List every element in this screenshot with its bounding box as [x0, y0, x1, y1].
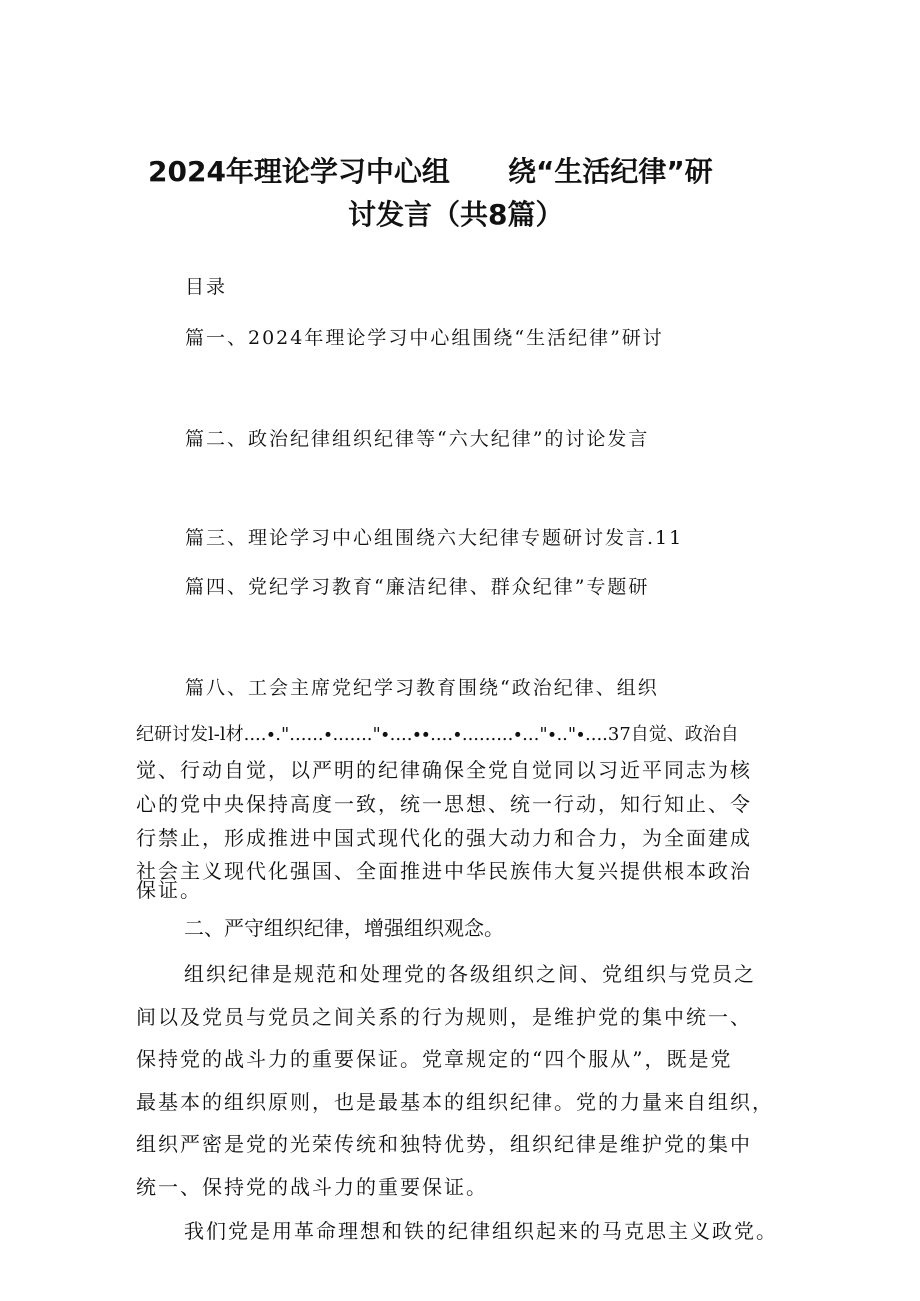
paragraph-1-line-4: 行禁止，形成推进中国式现代化的强大动力和合力，为全面建成: [136, 826, 752, 850]
toc-item-2: 篇二、政治纪律组织纪律等“六大纪律”的讨论发言: [185, 428, 650, 450]
title-part-1: 2024年理论学习中心组: [148, 155, 450, 188]
title-line-2: 讨发言（共8篇）: [348, 198, 564, 231]
toc-item-1: 篇一、2024年理论学习中心组围绕“生活纪律”研讨: [185, 327, 664, 349]
paragraph-1-line-5: 社会主义现代化强国、全面推进中华民族伟大复兴提供根本政治: [136, 859, 752, 883]
title-part-2: 绕“生活纪律”研: [508, 155, 713, 188]
paragraph-2-line-6: 统一、保持党的战斗力的重要保证。: [136, 1175, 488, 1199]
paragraph-1-line-2: 觉、行动自觉，以严明的纪律确保全党自觉同以习近平同志为核: [136, 758, 752, 782]
paragraph-3-line-1: 我们党是用革命理想和铁的纪律组织起来的马克思主义政党。: [184, 1219, 778, 1243]
paragraph-2-line-3: 保持党的战斗力的重要保证。党章规定的“四个服从”，既是党: [136, 1047, 733, 1071]
paragraph-2-line-2: 间以及党员与党员之间关系的行为规则，是维护党的集中统一、: [136, 1005, 752, 1029]
toc-label: 目录: [185, 276, 228, 298]
toc-item-4: 篇四、党纪学习教育“廉洁纪律、群众纪律”专题研: [185, 576, 650, 598]
paragraph-1-line-1: 纪研讨发l-l材....∙."......∙......."∙....∙∙....∙.........∙..."∙.."∙....37自觉、政治自: [136, 724, 739, 745]
paragraph-2-line-4: 最基本的组织原则，也是最基本的组织纪律。党的力量来自组织，: [136, 1090, 774, 1114]
paragraph-2-line-5: 组织严密是党的光荣传统和独特优势，组织纪律是维护党的集中: [136, 1132, 752, 1156]
paragraph-1-line-6: 保证。: [136, 878, 202, 902]
paragraph-2-line-1: 组织纪律是规范和处理党的各级组织之间、党组织与党员之: [184, 962, 756, 986]
toc-item-8: 篇八、工会主席党纪学习教育围绕“政治纪律、组织: [185, 677, 659, 699]
paragraph-1-line-3: 心的党中央保持高度一致，统一思想、统一行动，知行知止、令: [136, 792, 752, 816]
toc-item-3: 篇三、理论学习中心组围绕六大纪律专题研讨发言.11: [185, 527, 684, 549]
section-heading: 二、严守组织纪律，增强组织观念。: [184, 916, 504, 940]
